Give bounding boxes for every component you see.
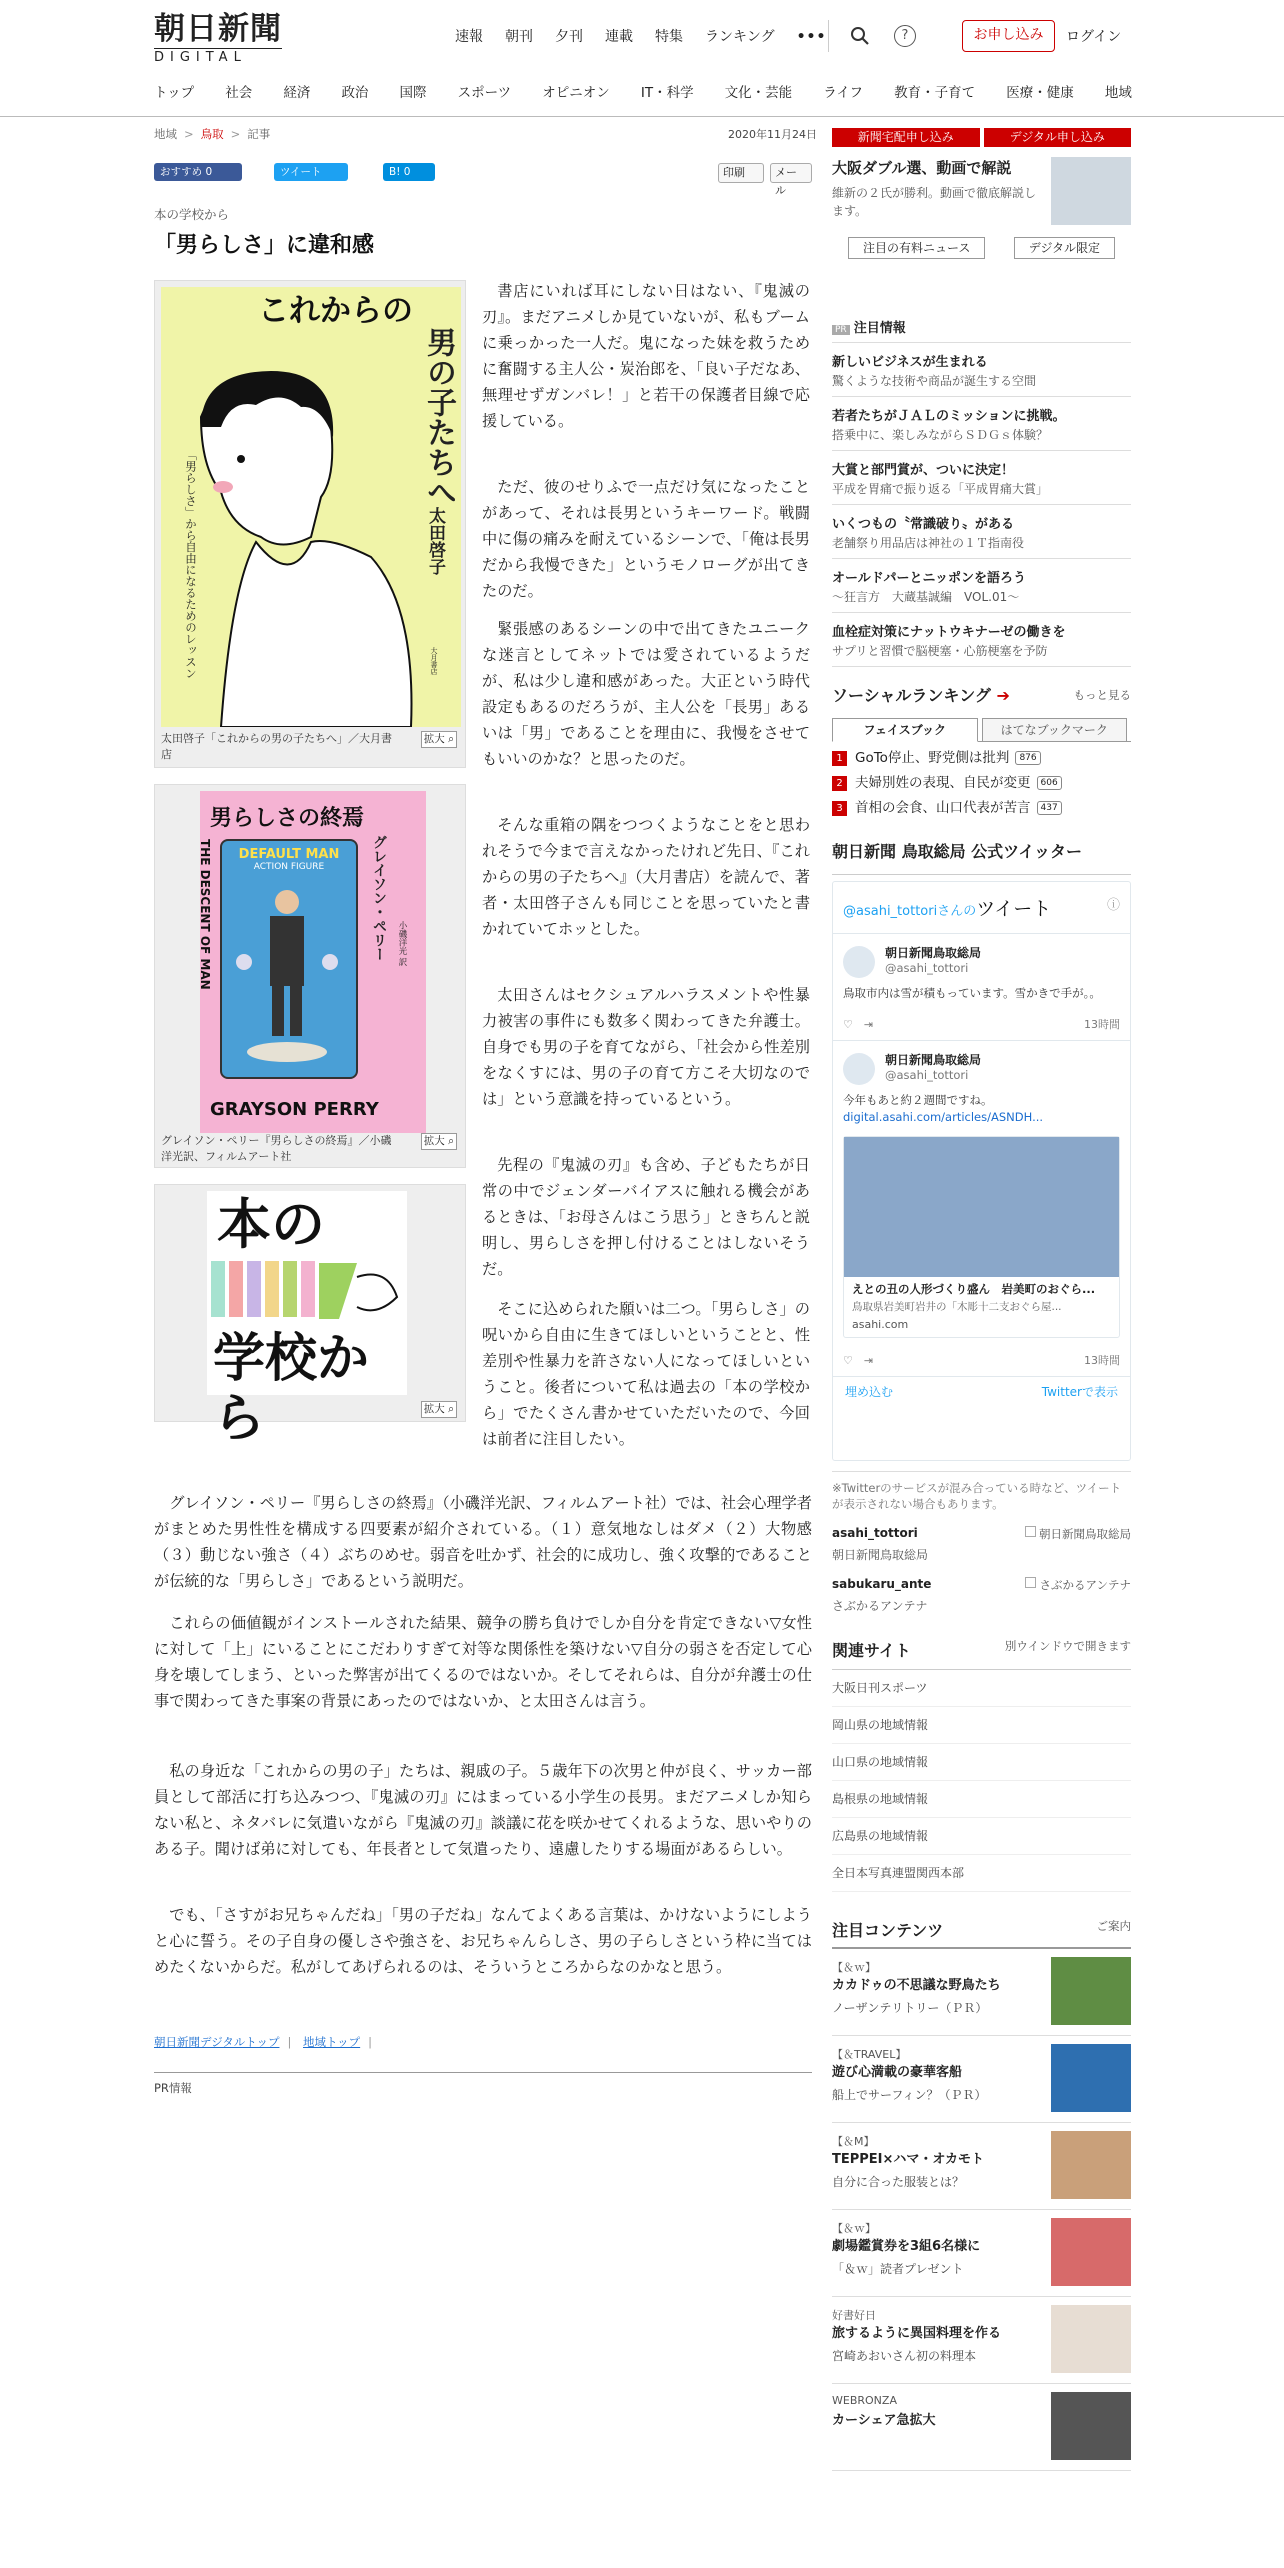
tab-facebook[interactable]: フェイスブック bbox=[832, 718, 978, 742]
help-icon[interactable]: ? bbox=[894, 25, 916, 47]
related-site-link[interactable]: 山口県の地域情報 bbox=[832, 1744, 1131, 1781]
featured-item[interactable]: 大賞と部門賞が、ついに決定！ 平成を胃痛で振り返る「平成胃痛大賞」 bbox=[832, 455, 1131, 505]
featured-item[interactable]: 新しいビジネスが生まれる 驚くような技術や商品が誕生する空間 bbox=[832, 347, 1131, 397]
logo-sub: DIGITAL bbox=[154, 48, 282, 65]
article-paragraph: 私の身近な「これからの男の子」たちは、親戚の子。５歳年下の次男と仲が良く、サッカー部員として部活に打ち込みつつ、『鬼滅の刃』にはまっている小学生の長男。まだアニメしか知らない私と、ネタバレに気遣いながら『鬼滅の刃』談議に花を咲かせてくれるような、思いやりのある子。聞けば弟に対しても、年長者として気遣ったり、遠慮したりする場面があるらしい。 bbox=[154, 1762, 812, 1858]
nav-link-morning[interactable]: 朝刊 bbox=[505, 29, 533, 45]
promo-title: 大阪ダブル選、動画で解説 bbox=[832, 159, 1012, 177]
article-paragraph: グレイソン・ペリー『男らしさの終焉』（小磯洋光訳、フィルムアート社）では、社会心理学者がまとめた男性性を構成する四要素が紹介されている。（１）意気地なしはダメ（２）大物感（３）動じない強さ（４）ぶちのめせ。弱音を吐かず、社会的に成功し、強く攻撃的であることが伝統的な「男らしさ」であるという説明だ。 bbox=[154, 1494, 812, 1590]
book-cover-image-2[interactable] bbox=[200, 791, 426, 1133]
figure-caption-1: 太田啓子「これからの男の子たちへ」／大月書店 bbox=[161, 732, 392, 761]
cover1-subtitle: 「男らしさ」から自由になるためのレッスン bbox=[184, 449, 198, 679]
zoom-button-1[interactable]: 拡大 ⌕ bbox=[421, 731, 457, 748]
cat-sports[interactable]: スポーツ bbox=[457, 85, 512, 101]
ranking-tabs bbox=[832, 718, 1131, 742]
crumb-tottori[interactable]: 鳥取 bbox=[200, 127, 224, 141]
ranking-item[interactable]: 2 夫婦別姓の表現、自民が変更 606 bbox=[832, 774, 1131, 792]
content-card[interactable]: 【＆M】 TEPPEI×ハマ・オカモト 自分に合った服装とは？ bbox=[832, 2123, 1131, 2210]
figure-book-2 bbox=[154, 784, 466, 1168]
content-thumbnail bbox=[1051, 2044, 1131, 2112]
article-paragraph: これらの価値観がインストールされた結果、競争の勝ち負けでしか自分を肯定できない▽女性に対して「上」にいることにこだわりすぎて対等な関係性を築けない▽自分の弱さを否定して心身を壊してしまう、といった弊害が出てくるのではないか。そしてそれらは、自分が弁護士の仕事で関わってきた事案の背景にあったのではないか、と太田さんは言う。 bbox=[154, 1614, 812, 1710]
content-card[interactable]: 【＆TRAVEL】 遊び心満載の豪華客船 船上でサーフィン？（ＰＲ） bbox=[832, 2036, 1131, 2123]
content-thumbnail bbox=[1051, 1957, 1131, 2025]
avatar bbox=[843, 946, 875, 978]
content-thumbnail bbox=[1051, 2392, 1131, 2460]
zoom-button-2[interactable]: 拡大 ⌕ bbox=[421, 1133, 457, 1150]
cover2-badge2: ACTION FIGURE bbox=[253, 862, 325, 872]
cat-economy[interactable]: 経済 bbox=[283, 85, 311, 101]
cover2-en-title: THE DESCENT OF MAN bbox=[198, 839, 212, 990]
article-date: 2020年11月24日 bbox=[728, 128, 817, 141]
timeline-footer bbox=[833, 1377, 1130, 1406]
content-card[interactable]: 好書好日 旅するように異国料理を作る 宮崎あおいさん初の料理本 bbox=[832, 2297, 1131, 2384]
cat-culture[interactable]: 文化・芸能 bbox=[724, 85, 793, 101]
tweet-card[interactable]: えとの丑の人形づくり盛ん 岩美町のおぐら... 鳥取県岩美町岩井の「木彫十二支おぐら屋... asahi.com bbox=[843, 1136, 1120, 1338]
ranking-item[interactable]: 1 GoTo停止、野党側は批判 876 bbox=[832, 749, 1131, 767]
twitter-section-title: 朝日新聞 鳥取総局 公式ツイッター bbox=[832, 839, 1131, 875]
featured-item[interactable]: いくつもの〝常識破り〟がある 老舗祭り用品店は神社の１Ｔ指南役 bbox=[832, 509, 1131, 559]
action-figure-art bbox=[222, 872, 352, 1072]
sidebar bbox=[832, 128, 1131, 2471]
nav-link-breaking[interactable]: 速報 bbox=[455, 29, 483, 45]
cat-life[interactable]: ライフ bbox=[823, 85, 863, 101]
figure-logo bbox=[154, 1184, 466, 1449]
nav-link-series[interactable]: 連載 bbox=[605, 29, 633, 45]
related-site-link[interactable]: 島根県の地域情報 bbox=[832, 1781, 1131, 1818]
article-kicker: 本の学校から bbox=[154, 207, 230, 222]
newspaper-delivery-button[interactable]: 新聞宅配申し込み bbox=[832, 128, 980, 147]
logo3-line2: 学校から bbox=[213, 1329, 370, 1449]
digital-signup-button[interactable]: デジタル申し込み bbox=[984, 128, 1132, 147]
article-paragraph: 太田さんはセクシュアルハラスメントや性暴力被害の事件にも数多く関わってきた弁護士。自身でも男の子を育てながら、「社会から性差別をなくすには、男の子の育て方こそ大切なのでは」という意識を持っているという。 bbox=[482, 986, 810, 1108]
twitter-account[interactable]: asahi_tottori 朝日新聞鳥取総局 朝日新聞鳥取総局 bbox=[832, 1526, 1131, 1562]
feature-buttons bbox=[832, 237, 1131, 259]
article-paragraph: 先程の『鬼滅の刃』も含め、子どもたちが日常の中でジェンダーバイアスに触れる機会があるときは、「お母さんはこう思う」ときちんと説明し、男らしさを押し付けることはしないそうだ。 bbox=[482, 1156, 810, 1278]
logo3-stripes bbox=[207, 1257, 407, 1327]
cover1-publisher: 大月書店 bbox=[430, 647, 438, 675]
like-icon[interactable]: ♡ ⇥ bbox=[843, 1018, 874, 1031]
tweet-link[interactable]: digital.asahi.com/articles/ASNDH... bbox=[843, 1110, 1044, 1124]
twitter-share-button[interactable]: ツイート bbox=[274, 163, 348, 181]
content-card[interactable]: 【＆ｗ】 カカドゥの不思議な野鳥たち ノーザンテリトリー（ＰＲ） bbox=[832, 1949, 1131, 2036]
region-top-link[interactable]: 地域トップ bbox=[303, 2035, 361, 2049]
cat-politics[interactable]: 政治 bbox=[341, 85, 369, 101]
content-card[interactable]: 【＆ｗ】 劇場鑑賞券を3組6名様に 「＆ｗ」読者プレゼント bbox=[832, 2210, 1131, 2297]
cat-top[interactable]: トップ bbox=[154, 85, 195, 101]
magnify-icon: ⌕ bbox=[448, 1403, 454, 1415]
more-menu-button[interactable]: ••• bbox=[796, 29, 827, 45]
promo-card[interactable] bbox=[832, 157, 1131, 237]
apply-button[interactable]: お申し込み bbox=[962, 20, 1055, 52]
category-nav bbox=[154, 82, 1132, 104]
cover1-title-b: 男の子たちへ bbox=[421, 327, 456, 507]
related-site-link[interactable]: 広島県の地域情報 bbox=[832, 1818, 1131, 1855]
divider bbox=[828, 20, 829, 52]
cat-education[interactable]: 教育・子育て bbox=[894, 85, 976, 101]
page-title: 「男らしさ」に違和感 bbox=[154, 233, 375, 258]
site-logo[interactable] bbox=[154, 11, 282, 65]
cover2-badge: DEFAULT MAN bbox=[238, 847, 340, 862]
print-button[interactable]: 印刷 bbox=[718, 163, 764, 183]
cat-region[interactable]: 地域 bbox=[1104, 85, 1132, 101]
info-icon[interactable]: ⓘ bbox=[1106, 898, 1120, 913]
article-paragraph: 緊張感のあるシーンの中で出てきたユニークな迷言としてネットでは愛されているようだが、私は少し違和感があった。大正という時代設定もあるのだろうが、主人公を「長男」あるいは「男」であることを理由に、我慢をさせてもいいのかな？と思ったのだ。 bbox=[482, 620, 810, 768]
crumb-article: 記事 bbox=[247, 127, 271, 141]
twitter-timeline bbox=[832, 881, 1131, 1461]
crumb-region[interactable]: 地域 bbox=[154, 127, 177, 141]
pr-info-label: PR情報 bbox=[154, 2081, 192, 2095]
cover2-en-author: GRAYSON PERRY bbox=[210, 1099, 379, 1120]
cat-society[interactable]: 社会 bbox=[225, 85, 253, 101]
like-icon[interactable]: ♡ ⇥ bbox=[843, 1354, 874, 1367]
login-link[interactable]: ログイン bbox=[1066, 29, 1122, 45]
subscription-buttons bbox=[832, 128, 1131, 147]
school-logo-image[interactable] bbox=[207, 1191, 407, 1449]
cover2-author: グレイソン・ペリー bbox=[371, 835, 387, 961]
magnify-icon: ⌕ bbox=[448, 733, 454, 745]
cover2-translator: 小磯洋光 訳 bbox=[397, 921, 407, 967]
featured-item[interactable]: 若者たちがＪＡＬのミッションに挑戦。 搭乗中に、楽しみながらＳＤＧｓ体験？ bbox=[832, 401, 1131, 451]
nav-link-features[interactable]: 特集 bbox=[655, 29, 683, 45]
search-icon[interactable] bbox=[850, 26, 870, 46]
mail-button[interactable]: メール bbox=[770, 163, 812, 183]
tweet[interactable]: 朝日新聞鳥取総局 @asahi_tottori 今年もあと約２週間ですね。 digital.asahi.com/articles/ASNDH... えとの丑の人形づくり盛ん 岩美町のおぐら... 鳥取県岩美町岩井の「木彫十二支おぐら屋... asahi.com ♡ ⇥ 13時間 bbox=[833, 1041, 1130, 1377]
twitter-account[interactable]: sabukaru_ante さぶかるアンテナ さぶかるアンテナ bbox=[832, 1577, 1131, 1613]
arrow-right-icon: ➔ bbox=[996, 686, 1010, 705]
related-site-link[interactable]: 大阪日刊スポーツ bbox=[832, 1670, 1131, 1707]
figure-caption-2: グレイソン・ペリー『男らしさの終焉』／小磯洋光訳、フィルムアート社 bbox=[161, 1134, 392, 1163]
paid-news-button[interactable]: 注目の有料ニュース bbox=[848, 237, 985, 259]
cat-international[interactable]: 国際 bbox=[399, 85, 427, 101]
related-sites-header: 関連サイト 別ウインドウで開きます bbox=[832, 1638, 1131, 1670]
featured-item[interactable]: オールドパーとニッポンを語ろう ～狂言方 大蔵基誠編 VOL.01～ bbox=[832, 563, 1131, 613]
logo3-line1: 本の bbox=[217, 1193, 325, 1256]
social-ranking-title: ソーシャルランキング ➔ bbox=[832, 686, 1010, 705]
book-cover-image-1[interactable] bbox=[161, 287, 461, 727]
logo-title: 朝日新聞 bbox=[154, 11, 282, 47]
attention-content-header: 注目コンテンツ ご案内 bbox=[832, 1918, 1131, 1949]
magnify-icon: ⌕ bbox=[448, 1135, 454, 1147]
view-on-twitter-link[interactable]: Twitterで表示 bbox=[1041, 1385, 1118, 1399]
social-ranking-header bbox=[832, 683, 1131, 706]
tweet[interactable]: 朝日新聞鳥取総局 @asahi_tottori 鳥取市内は雪が積もっています。雪かきで手が。。 ♡ ⇥ 13時間 bbox=[833, 934, 1130, 1041]
divider bbox=[154, 2072, 812, 2073]
cover2-title: 男らしさの終焉 bbox=[210, 806, 365, 831]
article-paragraph: そこに込められた願いは二つ。「男らしさ」の呪いから自由に生きてほしいということと、性差別や性暴力を許さない人になってほしいということ。後者について私は過去の「本の学校から」でたくさん書かせていただいたので、今回は前者に注目したい。 bbox=[482, 1300, 810, 1448]
hatena-bookmark-button[interactable]: B! 0 bbox=[383, 163, 435, 181]
cat-opinion[interactable]: オピニオン bbox=[542, 85, 610, 101]
top-nav bbox=[455, 24, 848, 50]
content-thumbnail bbox=[1051, 2131, 1131, 2199]
article-paragraph: 書店にいれば耳にしない日はない、『鬼滅の刃』。まだアニメしか見ていないが、私もブームに乗っかった一人だ。鬼になった妹を救うために奮闘する主人公・炭治郎を、「良い子だなあ、無理せずガンバレ！」と若干の保護者目線で応援している。 bbox=[482, 282, 810, 430]
content-thumbnail bbox=[1051, 2218, 1131, 2286]
digital-top-link[interactable]: 朝日新聞デジタルトップ bbox=[154, 2035, 280, 2049]
breadcrumb: 地域 > 鳥取 > 記事 bbox=[154, 127, 271, 141]
account-logo: さぶかるアンテナ bbox=[1025, 1577, 1131, 1614]
bottom-links: 朝日新聞デジタルトップ | 地域トップ | bbox=[154, 2035, 373, 2049]
ranking-item[interactable]: 3 首相の会食、山口代表が苦言 437 bbox=[832, 799, 1131, 817]
zoom-button-3[interactable]: 拡大 ⌕ bbox=[421, 1401, 457, 1418]
promo-photo bbox=[1051, 157, 1131, 225]
cover1-author: 太田啓子 bbox=[425, 507, 445, 575]
related-site-link[interactable]: 全日本写真連盟関西本部 bbox=[832, 1855, 1131, 1892]
promo-subtitle: 維新の２氏が勝利。動画で徹底解説します。 bbox=[832, 186, 1037, 218]
content-thumbnail bbox=[1051, 2305, 1131, 2373]
cover1-title-a: これからの bbox=[258, 293, 413, 329]
article-paragraph: でも、「さすがお兄ちゃんだね」「男の子だね」なんてよくある言葉は、かけないようにしようと心に誓う。その子自身の優しさや強さを、お兄ちゃんらしさ、男の子らしさという枠に当てはめたくないからだ。私がしてあげられるのは、そういうところからなのかなと思う。 bbox=[154, 1906, 812, 1976]
account-logo: 朝日新聞鳥取総局 bbox=[1025, 1526, 1131, 1563]
cat-health[interactable]: 医療・健康 bbox=[1006, 85, 1074, 101]
twitter-note: ※Twitterのサービスが混み合っている時など、ツイートが表示されない場合もあります。 bbox=[832, 1471, 1131, 1512]
site-header bbox=[0, 0, 1284, 117]
digital-only-button[interactable]: デジタル限定 bbox=[1014, 237, 1115, 259]
see-more-link[interactable]: もっと見る bbox=[1073, 687, 1131, 702]
facebook-share-button[interactable]: おすすめ 0 bbox=[154, 163, 242, 181]
related-site-link[interactable]: 岡山県の地域情報 bbox=[832, 1707, 1131, 1744]
cover2-box bbox=[220, 839, 358, 1079]
article-paragraph: ただ、彼のせりふで一点だけ気になったことがあって、それは長男というキーワード。戦闘中に傷の痛みを耐えているシーンで、「俺は長男だから我慢できた」というモノローグが出てきたのだ。 bbox=[482, 478, 810, 600]
article-paragraph: そんな重箱の隅をつつくようなことをと思われそうで今まで言えなかったけれど先日、『これからの男の子たちへ』（大月書店）を読んで、著者・太田啓子さんも同じことを思っていたと書かれていてホッとした。 bbox=[482, 816, 810, 938]
embed-link[interactable]: 埋め込む bbox=[845, 1385, 894, 1399]
featured-info-heading: PR 注目情報 bbox=[832, 317, 1131, 343]
figure-book-1 bbox=[154, 280, 466, 768]
timeline-header: @asahi_tottoriさんのツイート ⓘ bbox=[833, 882, 1130, 934]
tweet-card-image bbox=[844, 1137, 1119, 1277]
nav-link-ranking[interactable]: ランキング bbox=[705, 29, 775, 45]
avatar bbox=[843, 1053, 875, 1085]
tab-hatena[interactable]: はてなブックマーク bbox=[982, 718, 1128, 741]
cat-it-science[interactable]: IT・科学 bbox=[640, 85, 694, 101]
content-card[interactable]: WEBRONZA カーシェア急拡大 bbox=[832, 2384, 1131, 2471]
nav-link-evening[interactable]: 夕刊 bbox=[555, 29, 583, 45]
featured-item[interactable]: 血栓症対策にナットウキナーゼの働きを サプリと習慣で脳梗塞・心筋梗塞を予防 bbox=[832, 617, 1131, 667]
